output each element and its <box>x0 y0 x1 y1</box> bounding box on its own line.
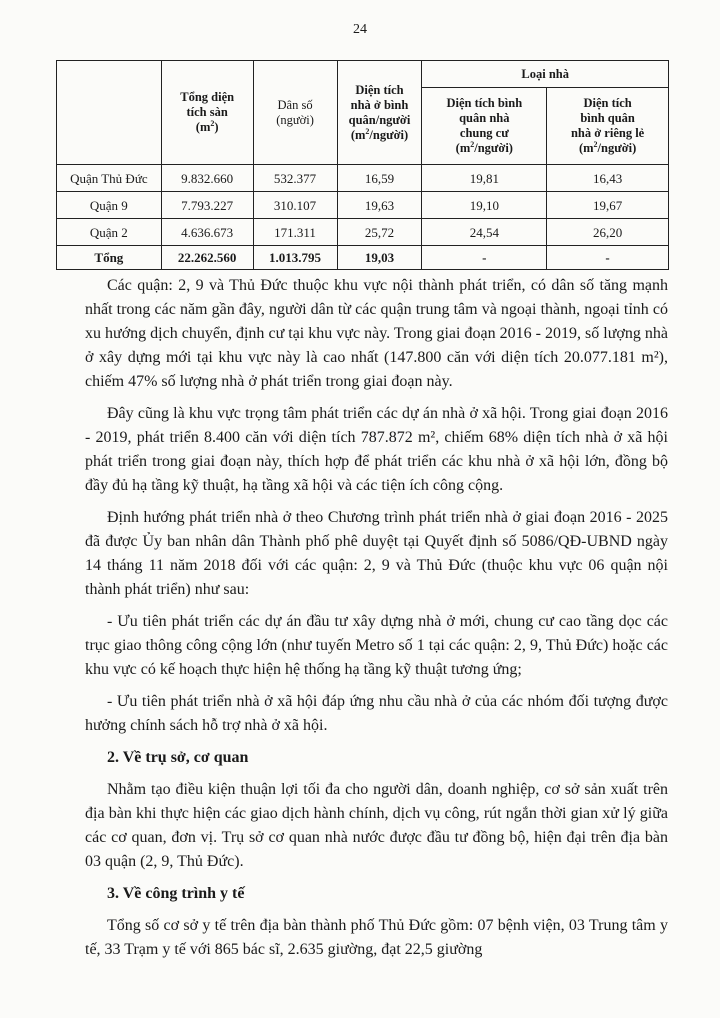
cell-private: 19,67 <box>547 192 669 219</box>
paragraph: Tổng số cơ sở y tế trên địa bàn thành phố Thủ Đức gồm: 07 bệnh viện, 03 Trung tâm y tế, 33 Trạm y tế với 865 bác sĩ, 2.635 giường, đạt 22,5 giường <box>85 917 668 958</box>
cell-private: 26,20 <box>547 219 669 246</box>
header-apartment: Diện tích bình quân nhà chung cư $(m^2/người)$ <box>422 88 547 165</box>
cell-apartment: 19,81 <box>422 165 547 192</box>
cell-total-area: 7.793.227 <box>161 192 253 219</box>
cell-population: 310.107 <box>253 192 337 219</box>
cell-avg: 19,63 <box>337 192 422 219</box>
cell-avg: 16,59 <box>337 165 422 192</box>
row-name: Quận 9 <box>57 192 162 219</box>
total-label: Tổng <box>57 246 162 270</box>
total-apartment: - <box>422 246 547 270</box>
header-house-type: Loại nhà <box>422 61 669 88</box>
table-row <box>57 219 669 246</box>
total-area: 22.262.560 <box>161 246 253 270</box>
cell-avg: 25,72 <box>337 219 422 246</box>
total-population: 1.013.795 <box>253 246 337 270</box>
paragraph: - Ưu tiên phát triển nhà ở xã hội đáp ứng nhu cầu nhà ở của các nhóm đối tượng được hưởng chính sách hỗ trợ nhà ở xã hội. <box>85 693 668 734</box>
cell-total-area: 4.636.673 <box>161 219 253 246</box>
paragraph: Định hướng phát triển nhà ở theo Chương trình phát triển nhà ở giai đoạn 2016 - 2025 đã được Ủy ban nhân dân Thành phố phê duyệt tại Quyết định số 5086/QĐ-UBND ngày 14 tháng 11 năm 2018 đối với các quận: 2, 9 và Thủ Đức (thuộc khu vực 06 quận nội thành phát triển) như sau: <box>85 509 668 598</box>
header-population: Dân số (người) <box>253 61 337 165</box>
table-total-row <box>57 246 669 270</box>
total-private: - <box>547 246 669 270</box>
row-name: Quận 2 <box>57 219 162 246</box>
housing-table <box>56 60 669 270</box>
body-text <box>85 274 668 970</box>
header-private-house: Diện tích bình quân nhà ở riêng lẻ $(m^2/người)$ <box>547 88 669 165</box>
header-empty <box>57 61 162 165</box>
cell-population: 532.377 <box>253 165 337 192</box>
cell-private: 16,43 <box>547 165 669 192</box>
cell-apartment: 19,10 <box>422 192 547 219</box>
cell-total-area: 9.832.660 <box>161 165 253 192</box>
table-row <box>57 192 669 219</box>
page-number: 24 <box>353 22 367 37</box>
cell-apartment: 24,54 <box>422 219 547 246</box>
section-heading: 2. Về trụ sở, cơ quan <box>107 749 249 766</box>
paragraph: Nhằm tạo điều kiện thuận lợi tối đa cho người dân, doanh nghiệp, cơ sở sản xuất trên địa bàn khi thực hiện các giao dịch hành chính, dịch vụ công, rút ngắn thời gian xử lý giữa các cơ quan, đơn vị. Trụ sở cơ quan nhà nước được đầu tư đồng bộ, hiện đại trên địa bàn 03 quận (2, 9, Thủ Đức). <box>85 781 668 870</box>
paragraph: Đây cũng là khu vực trọng tâm phát triển các dự án nhà ở xã hội. Trong giai đoạn 2016 - 2019, phát triển 8.400 căn với diện tích 787.872 m², chiếm 68% diện tích nhà ở xã hội phát triển trong giai đoạn này, thích hợp để phát triển các khu nhà ở xã hội lớn, đồng bộ đầy đủ hạ tầng kỹ thuật, hạ tầng xã hội và các tiện ích công cộng. <box>85 405 668 494</box>
header-total-area: Tổng diện tích sàn $(m^2)$ <box>161 61 253 165</box>
paragraph: - Ưu tiên phát triển các dự án đầu tư xây dựng nhà ở mới, chung cư cao tầng dọc các trục giao thông công cộng lớn (như tuyến Metro số 1 tại các quận: 2, 9, Thủ Đức) hoặc các khu vực có kế hoạch thực hiện hệ thống hạ tầng kỹ thuật tương ứng; <box>85 613 668 678</box>
section-heading: 3. Về công trình y tế <box>107 885 245 902</box>
paragraph: Các quận: 2, 9 và Thủ Đức thuộc khu vực nội thành phát triển, có dân số tăng mạnh nhất trong các năm gần đây, người dân từ các quận trung tâm và ngoại thành, ngoại tỉnh có xu hướng dịch chuyển, định cư tại khu vực này. Trong giai đoạn 2016 - 2019, số lượng nhà ở xây dựng mới tại khu vực này là cao nhất (147.800 căn với diện tích 20.077.181 m²), chiếm 47% số lượng nhà ở phát triển trong giai đoạn này. <box>85 277 668 390</box>
row-name: Quận Thủ Đức <box>57 165 162 192</box>
cell-population: 171.311 <box>253 219 337 246</box>
header-avg-area: Diện tích nhà ở bình quân/người $(m^2/người)$ <box>337 61 422 165</box>
total-avg: 19,03 <box>337 246 422 270</box>
table-row <box>57 165 669 192</box>
